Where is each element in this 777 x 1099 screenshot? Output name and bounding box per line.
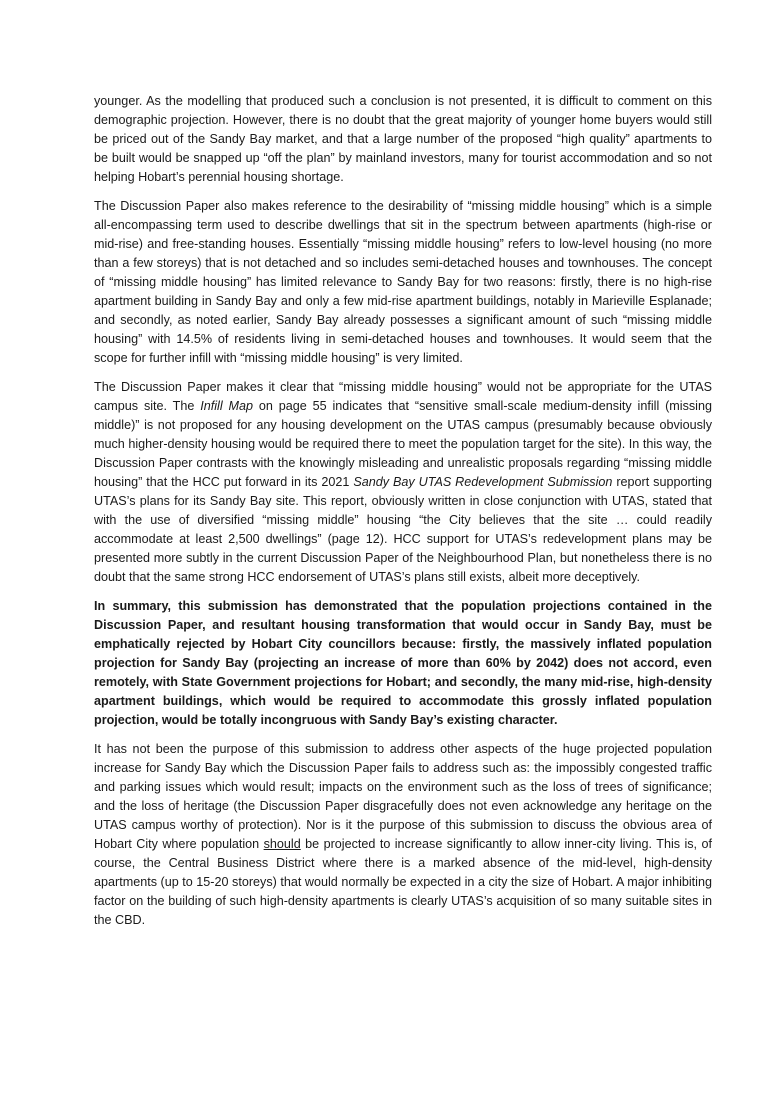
report-title: Sandy Bay UTAS Redevelopment Submission (353, 475, 613, 489)
summary-text: In summary, this submission has demonstrated that the population projections contained in the Discussion Paper, and resultant housing transformation that would occur in Sandy Bay, must be emphatically rejected by Hobart City councillors because: firstly, the massively inflated population projection for Sandy Bay (projecting an increase of more than 60% by 2042) does not accord, even remotely, with State Government projections for Hobart; and secondly, the many mid-rise, high-density apartment buildings, which would be required to accommodate this grossly inflated population projection, would be totally incongruous with Sandy Bay’s existing character. (94, 599, 712, 727)
paragraph-2 (94, 197, 712, 368)
summary-paragraph (94, 597, 712, 730)
paragraph-3-text-a: The Discussion Paper makes it clear that “missing middle housing” would not be appropriate for the UTAS campus site. The (94, 380, 712, 413)
emphasis-should: should (263, 837, 301, 851)
paragraph-5-text-a: It has not been the purpose of this submission to address other aspects of the huge projected population increase for Sandy Bay which the Discussion Paper fails to address such as: the impossibly congested traffic and parking issues which would result; impacts on the environment such as the loss of trees of significance; and the loss of heritage (the Discussion Paper disgracefully does not even acknowledge any heritage on the UTAS campus worthy of protection). Nor is it the purpose of this submission to discuss the obvious area of Hobart City where population (94, 742, 712, 851)
paragraph-1 (94, 92, 712, 187)
paragraph-5 (94, 740, 712, 930)
document-page (94, 92, 712, 940)
paragraph-3-text-c: report supporting UTAS’s plans for its Sandy Bay site. This report, obviously written in close conjunction with UTAS, stated that with the use of diversified “missing middle” housing “the City believes that the site … could readily accommodate at least 2,500 dwellings” (page 12). HCC support for UTAS’s redevelopment plans may be presented more subtly in the current Discussion Paper of the Neighbourhood Plan, but nonetheless there is no doubt that the same strong HCC endorsement of UTAS’s plans still exists, albeit more deceptively. (94, 475, 712, 584)
paragraph-1-text: younger. As the modelling that produced such a conclusion is not presented, it is difficult to comment on this demographic projection. However, there is no doubt that the great majority of younger home buyers would still be priced out of the Sandy Bay market, and that a large number of the proposed “high quality” apartments to be built would be snapped up “off the plan” by mainland investors, many for tourist accommodation and so not helping Hobart’s perennial housing shortage. (94, 94, 712, 184)
paragraph-3 (94, 378, 712, 587)
infill-map-title: Infill Map (200, 399, 254, 413)
paragraph-5-text-b: be projected to increase significantly to allow inner-city living. This is, of course, the Central Business District where there is a marked absence of the mid-level, high-density apartments (up to 15-20 storeys) that would normally be expected in a city the size of Hobart. A major inhibiting factor on the building of such high-density apartments is clearly UTAS’s acquisition of so many suitable sites in the CBD. (94, 837, 712, 927)
paragraph-2-text: The Discussion Paper also makes reference to the desirability of “missing middle housing” which is a simple all-encompassing term used to describe dwellings that sit in the spectrum between apartments (high-rise or mid-rise) and free-standing houses. Essentially “missing middle housing” refers to low-level housing (no more than a few storeys) that is not detached and so includes semi-detached houses and townhouses. The concept of “missing middle housing” has limited relevance to Sandy Bay for two reasons: firstly, there is no high-rise apartment building in Sandy Bay and only a few mid-rise apartment buildings, notably in Marieville Esplanade; and secondly, as noted earlier, Sandy Bay already possesses a significant amount of such “missing middle housing” with 14.5% of residents living in semi-detached houses and townhouses. It would seem that the scope for further infill with “missing middle housing” is very limited. (94, 199, 712, 365)
paragraph-3-text-b: on page 55 indicates that “sensitive small-scale medium-density infill (missing middle)” is not proposed for any housing development on the UTAS campus (presumably because obviously much higher-density housing would be required there to meet the population target for the site). In this way, the Discussion Paper contrasts with the knowingly misleading and unrealistic proposals regarding “missing middle housing” that the HCC put forward in its 2021 (94, 399, 712, 489)
